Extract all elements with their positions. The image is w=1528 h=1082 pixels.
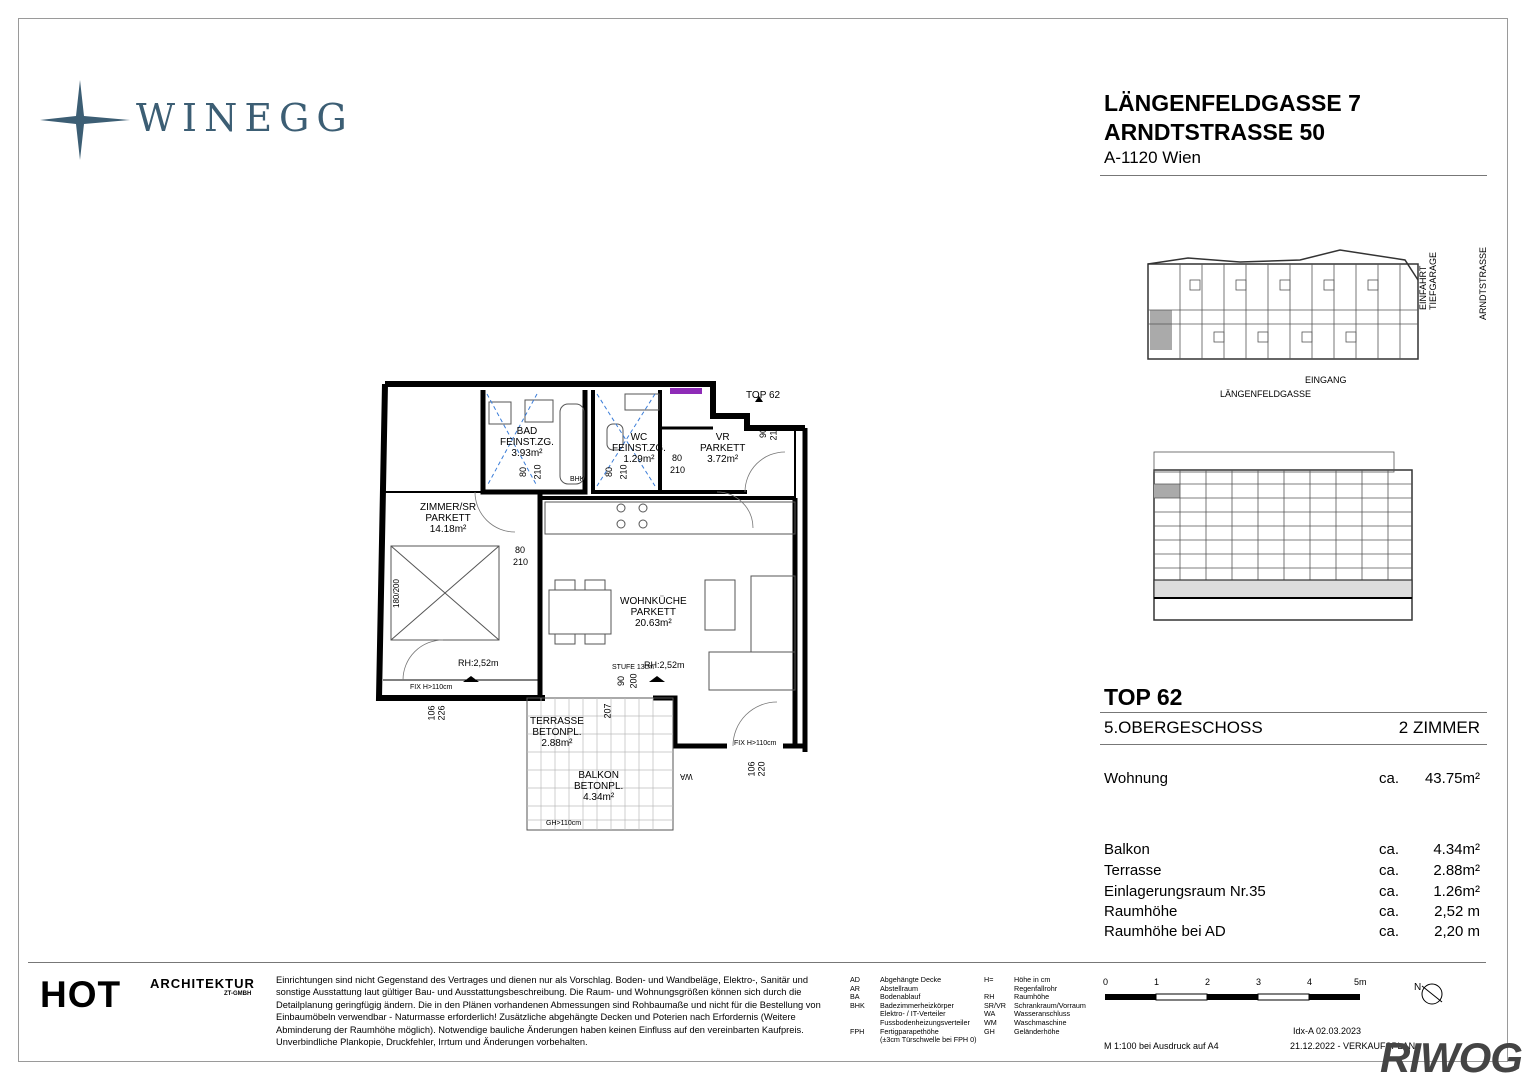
unit-title: TOP 62 bbox=[1104, 684, 1183, 710]
legend-item: BHK Badezimmerheizkörper bbox=[850, 1000, 954, 1010]
divider bbox=[1100, 175, 1487, 176]
scale-tick: 0 bbox=[1103, 977, 1109, 987]
area-value: 1.26m² bbox=[1433, 883, 1480, 900]
unit-floor: 5.OBERGESCHOSS bbox=[1104, 718, 1263, 737]
area-approx: ca. bbox=[1379, 883, 1400, 900]
heater-label: BHK bbox=[570, 476, 585, 483]
door-width: 90 bbox=[616, 675, 627, 687]
area-value: 2.88m² bbox=[1433, 862, 1480, 879]
legend-left bbox=[850, 976, 990, 1045]
area-approx: ca. bbox=[1379, 923, 1400, 940]
site-street-right: ARNDTSTRASSE bbox=[1478, 246, 1488, 320]
scale-tick: 3 bbox=[1256, 977, 1262, 987]
legend-item: RH Raumhöhe bbox=[984, 992, 1050, 1002]
window-dim: 106 bbox=[426, 705, 437, 721]
area-label: Einlagerungsraum Nr.35 bbox=[1104, 883, 1266, 900]
step-label: STUFE 13cm bbox=[612, 664, 655, 671]
unit-rooms: 2 ZIMMER bbox=[1398, 718, 1480, 737]
site-street-bottom: LÄNGENFELDGASSE bbox=[1220, 389, 1312, 399]
room-height-label: RH:2,52m bbox=[644, 660, 685, 670]
door-height: 210 bbox=[532, 464, 543, 480]
fixed-window-label: FIX H>110cm bbox=[734, 740, 777, 747]
site-plan-image bbox=[1140, 240, 1420, 370]
area-label: Raumhöhe bbox=[1104, 903, 1178, 920]
area-row bbox=[1104, 883, 1480, 903]
area-value: 43.75m² bbox=[1424, 770, 1480, 787]
window-dim: 106 bbox=[746, 761, 757, 777]
architect-logo: HOT bbox=[40, 974, 122, 1015]
scale-tick: 1 bbox=[1154, 977, 1160, 987]
site-garage-label: EINFAHRT TIEFGARAGE bbox=[1418, 251, 1438, 310]
room-balkon: BALKON BETONPL. 4.34m² bbox=[574, 770, 624, 803]
area-approx: ca. bbox=[1379, 903, 1400, 920]
area-label: Balkon bbox=[1104, 841, 1150, 858]
door-width: 90 bbox=[758, 427, 769, 439]
address-line2: ARNDTSTRASSE 50 bbox=[1104, 119, 1326, 145]
legend-item: (±3cm Türschwelle bei FPH 0) bbox=[880, 1035, 977, 1045]
area-row bbox=[1104, 923, 1480, 943]
parapet-height: 207 bbox=[602, 703, 613, 719]
area-label: Terrasse bbox=[1104, 862, 1162, 879]
door-height: 210 bbox=[618, 464, 629, 480]
legend-item: WA Wasseranschluss bbox=[984, 1009, 1071, 1019]
area-row bbox=[1104, 841, 1480, 861]
svg-text:N: N bbox=[1414, 982, 1422, 993]
legend-item: H= Höhe in cm bbox=[984, 975, 1051, 984]
area-row bbox=[1104, 770, 1480, 790]
north-arrow-icon bbox=[1412, 978, 1448, 1010]
divider bbox=[1100, 712, 1487, 713]
address-line1: LÄNGENFELDGASSE 7 bbox=[1104, 90, 1361, 116]
legend-item: BA Bodenablauf bbox=[850, 992, 921, 1002]
room-height-label: RH:2,52m bbox=[458, 658, 499, 668]
scale-bar bbox=[1104, 990, 1366, 1004]
area-approx: ca. bbox=[1379, 862, 1400, 879]
door-width: 80 bbox=[515, 545, 526, 555]
site-entrance-label: EINGANG bbox=[1305, 375, 1347, 385]
footer-divider bbox=[28, 962, 1486, 963]
plan-unit-label: TOP 62 bbox=[746, 390, 781, 401]
water-label: WA bbox=[680, 772, 693, 781]
legend-item: AR Abstellraum bbox=[850, 983, 918, 993]
legend-item: AD Abgehängte Decke bbox=[850, 975, 942, 984]
scale-tick: 5m bbox=[1354, 977, 1367, 987]
room-bad: BAD FEINST.ZG. 3.93m² bbox=[500, 426, 554, 459]
door-width: 80 bbox=[604, 466, 615, 478]
railing-height-label: GH>110cm bbox=[546, 820, 582, 827]
area-label: Wohnung bbox=[1104, 770, 1168, 787]
area-approx: ca. bbox=[1379, 841, 1400, 858]
legend-item: WM Waschmaschine bbox=[984, 1017, 1067, 1027]
star-logo-icon bbox=[38, 78, 132, 162]
plan-date: 21.12.2022 - VERKAUFSPLAN bbox=[1290, 1041, 1416, 1051]
legend-item: Elektro- / IT-Verteiler bbox=[880, 1009, 946, 1019]
scale-note: M 1:100 bei Ausdruck auf A4 bbox=[1104, 1041, 1219, 1051]
scale-tick: 4 bbox=[1307, 977, 1313, 987]
room-vr: VR PARKETT 3.72m² bbox=[700, 432, 746, 465]
legend-item: Fussbodenheizungsverteiler bbox=[880, 1017, 970, 1027]
legend-item: SR/VR Schrankraum/Vorraum bbox=[984, 1000, 1086, 1010]
divider bbox=[1100, 744, 1487, 745]
riwog-logo: RIWOG bbox=[1380, 1034, 1522, 1081]
legend-right bbox=[984, 976, 1094, 1036]
room-wc: WC FEINST.ZG. 1.29m² bbox=[612, 432, 666, 465]
door-width: 80 bbox=[518, 466, 529, 478]
door-width: 80 bbox=[672, 453, 683, 463]
area-label: Raumhöhe bei AD bbox=[1104, 923, 1226, 940]
area-row bbox=[1104, 862, 1480, 882]
window-dim: 220 bbox=[756, 761, 767, 777]
area-value: 4.34m² bbox=[1433, 841, 1480, 858]
legend-item: GH Geländerhöhe bbox=[984, 1026, 1060, 1036]
area-row bbox=[1104, 903, 1480, 923]
legend-item: Regenfallrohr bbox=[1014, 983, 1058, 993]
legend-item: FPH Fertigparapethöhe bbox=[850, 1026, 939, 1036]
area-approx: ca. bbox=[1379, 770, 1400, 787]
door-height: 200 bbox=[628, 673, 639, 689]
area-value: 2,20 m bbox=[1434, 923, 1480, 940]
room-zimmer: ZIMMER/SR PARKETT 14.18m² bbox=[420, 502, 477, 535]
architect-logo-sub2: ZT-GMBH bbox=[224, 991, 252, 997]
section-image bbox=[1120, 450, 1420, 625]
door-height: 210 bbox=[768, 425, 779, 441]
fixed-window-label: FIX H>110cm bbox=[410, 684, 453, 691]
scale-tick: 2 bbox=[1205, 977, 1211, 987]
brand-name: WINEGG bbox=[136, 96, 354, 140]
door-height: 210 bbox=[670, 465, 686, 475]
bed-size-label: 180/200 bbox=[392, 579, 401, 608]
area-value: 2,52 m bbox=[1434, 903, 1480, 920]
room-wohnkueche: WOHNKÜCHE PARKETT 20.63m² bbox=[620, 596, 687, 629]
address-city: A-1120 Wien bbox=[1104, 148, 1202, 167]
disclaimer: Einrichtungen sind nicht Gegenstand des Vertrages und dienen nur als Vorschlag. Boden- und Wandbeläge, Elektro-, Sanitär und sonstige Ausstattung laut gültiger Bau- und Ausstattungsbeschreibung. Die Raum- und Wohnungsgrößen können sich durch die Detailplanung geringfügig ändern. Die in den Plänen vorhandenen Abmessungen sind Rohbaumaße und nicht für die Bestellung von Einbaumöbeln verwendbar - Naturmasse erforderlich! Zusätzliche abgehängte Decken und Poterien nach Erfordernis (Weitere Abminderung der Raumhöhe möglich). Notwendige bauliche Änderungen haben keinen Einfluss auf den vereinbarten Kaufpreis. Unverbindliche Plankopie, Druckfehler, Irrtum und Änderungen vorbehalten. bbox=[276, 975, 821, 1048]
window-dim: 226 bbox=[436, 705, 447, 721]
door-height: 210 bbox=[513, 557, 529, 567]
room-terrasse: TERRASSE BETONPL. 2.88m² bbox=[530, 716, 584, 749]
index-label: Idx-A 02.03.2023 bbox=[1293, 1026, 1362, 1036]
architect-logo-sub: ARCHITEKTUR bbox=[150, 976, 255, 991]
